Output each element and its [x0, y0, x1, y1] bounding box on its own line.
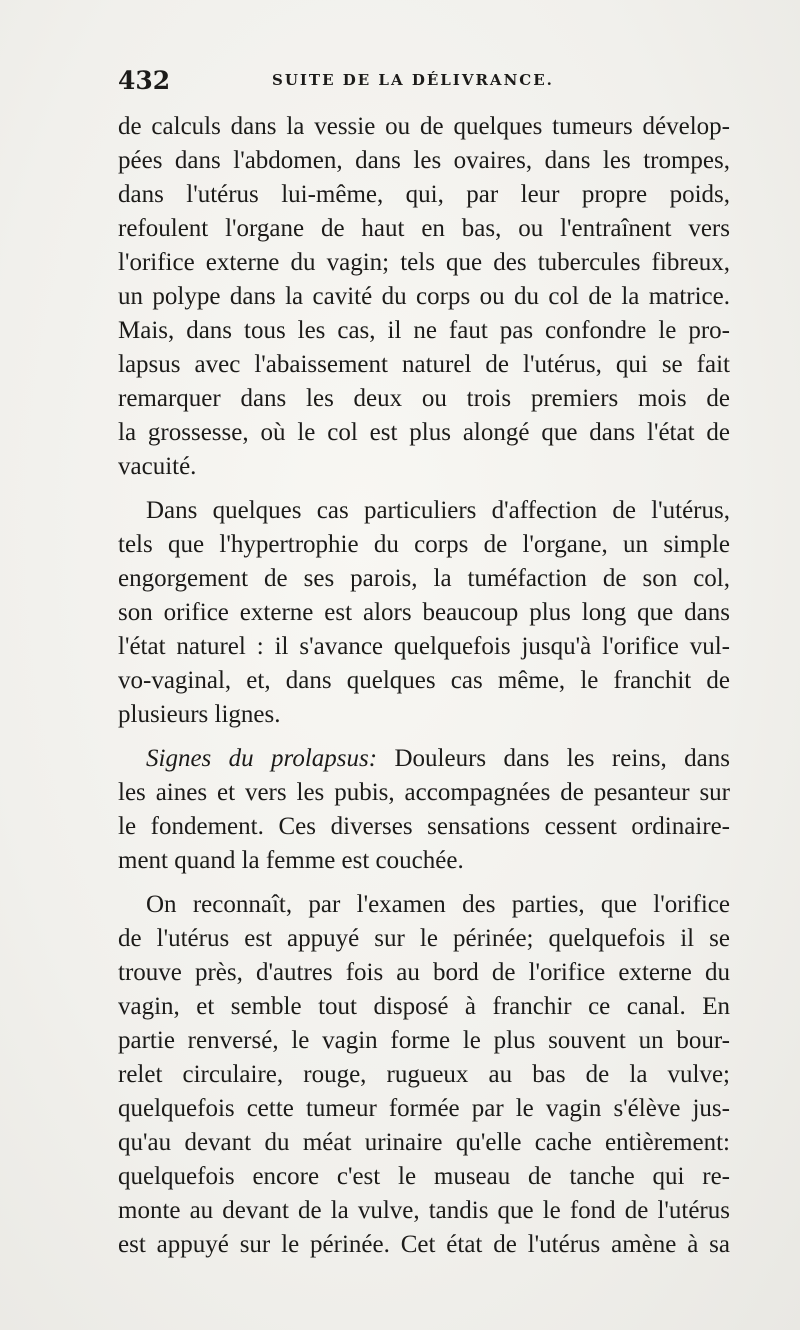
- text-line: On reconnaît, par l'examen des parties, que l'orifice: [146, 891, 730, 918]
- text-line: refoulent l'organe de haut en bas, ou l'entraînent vers: [118, 215, 730, 242]
- text-line: monte au devant de la vulve, tandis que le fond de l'utérus: [118, 1197, 730, 1224]
- text-line: plusieurs lignes.: [118, 701, 281, 728]
- text-line: les aines et vers les pubis, accompagnées de pesanteur sur: [118, 779, 730, 806]
- text-line: vagin, et semble tout disposé à franchir ce canal. En: [118, 993, 730, 1020]
- text-line: dans l'utérus lui-même, qui, par leur propre poids,: [118, 181, 730, 208]
- running-head: SUITE DE LA DÉLIVRANCE.: [272, 71, 554, 89]
- text-line: relet circulaire, rouge, rugueux au bas de la vulve;: [118, 1061, 730, 1088]
- text-line: l'état naturel : il s'avance quelquefois jusqu'à l'orifice vul-: [118, 633, 730, 660]
- text-line: trouve près, d'autres fois au bord de l'orifice externe du: [118, 959, 730, 986]
- text-line: l'orifice externe du vagin; tels que des tubercules fibreux,: [118, 249, 730, 276]
- text-line: qu'au devant du méat urinaire qu'elle cache entièrement:: [118, 1129, 730, 1156]
- text-line: de l'utérus est appuyé sur le périnée; quelquefois il se: [118, 925, 730, 952]
- text-line: un polype dans la cavité du corps ou du col de la matrice.: [118, 283, 730, 310]
- text-line: lapsus avec l'abaissement naturel de l'utérus, qui se fait: [118, 351, 730, 378]
- paragraph: [118, 888, 730, 1262]
- text-line: est appuyé sur le périnée. Cet état de l'utérus amène à sa: [118, 1231, 730, 1258]
- section-lead: Signes du prolapsus:: [146, 745, 378, 772]
- text-line: tels que l'hypertrophie du corps de l'organe, un simple: [118, 531, 730, 558]
- text-line: de calculs dans la vessie ou de quelques tumeurs dévelop-: [118, 113, 730, 140]
- text-line: quelquefois cette tumeur formée par le vagin s'élève jus-: [118, 1095, 730, 1122]
- text-line: quelquefois encore c'est le museau de tanche qui re-: [118, 1163, 730, 1190]
- text-line: vacuité.: [118, 453, 197, 480]
- paragraph: [118, 494, 730, 732]
- text-line: Dans quelques cas particuliers d'affection de l'utérus,: [146, 497, 730, 524]
- text-line: vo-vaginal, et, dans quelques cas même, le franchit de: [118, 667, 730, 694]
- text-line: [118, 742, 730, 776]
- text-line: son orifice externe est alors beaucoup plus long que dans: [118, 599, 730, 626]
- text-line: partie renversé, le vagin forme le plus souvent un bour-: [118, 1027, 730, 1054]
- text-line: le fondement. Ces diverses sensations cessent ordinaire-: [118, 813, 730, 840]
- text-line: ment quand la femme est couchée.: [118, 847, 464, 874]
- text-line: engorgement de ses parois, la tuméfaction de son col,: [118, 565, 730, 592]
- text-line: la grossesse, où le col est plus alongé que dans l'état de: [118, 419, 730, 446]
- page-number: 432: [118, 66, 171, 95]
- page-header: [118, 66, 738, 106]
- text-line: Mais, dans tous les cas, il ne faut pas confondre le pro-: [118, 317, 730, 344]
- paragraph: [118, 110, 730, 484]
- text-line: remarquer dans les deux ou trois premiers mois de: [118, 385, 730, 412]
- paragraph: [118, 742, 730, 878]
- body-text: [118, 110, 730, 1262]
- text-fragment: Douleurs dans les reins, dans: [377, 745, 730, 772]
- text-line: pées dans l'abdomen, dans les ovaires, dans les trompes,: [118, 147, 730, 174]
